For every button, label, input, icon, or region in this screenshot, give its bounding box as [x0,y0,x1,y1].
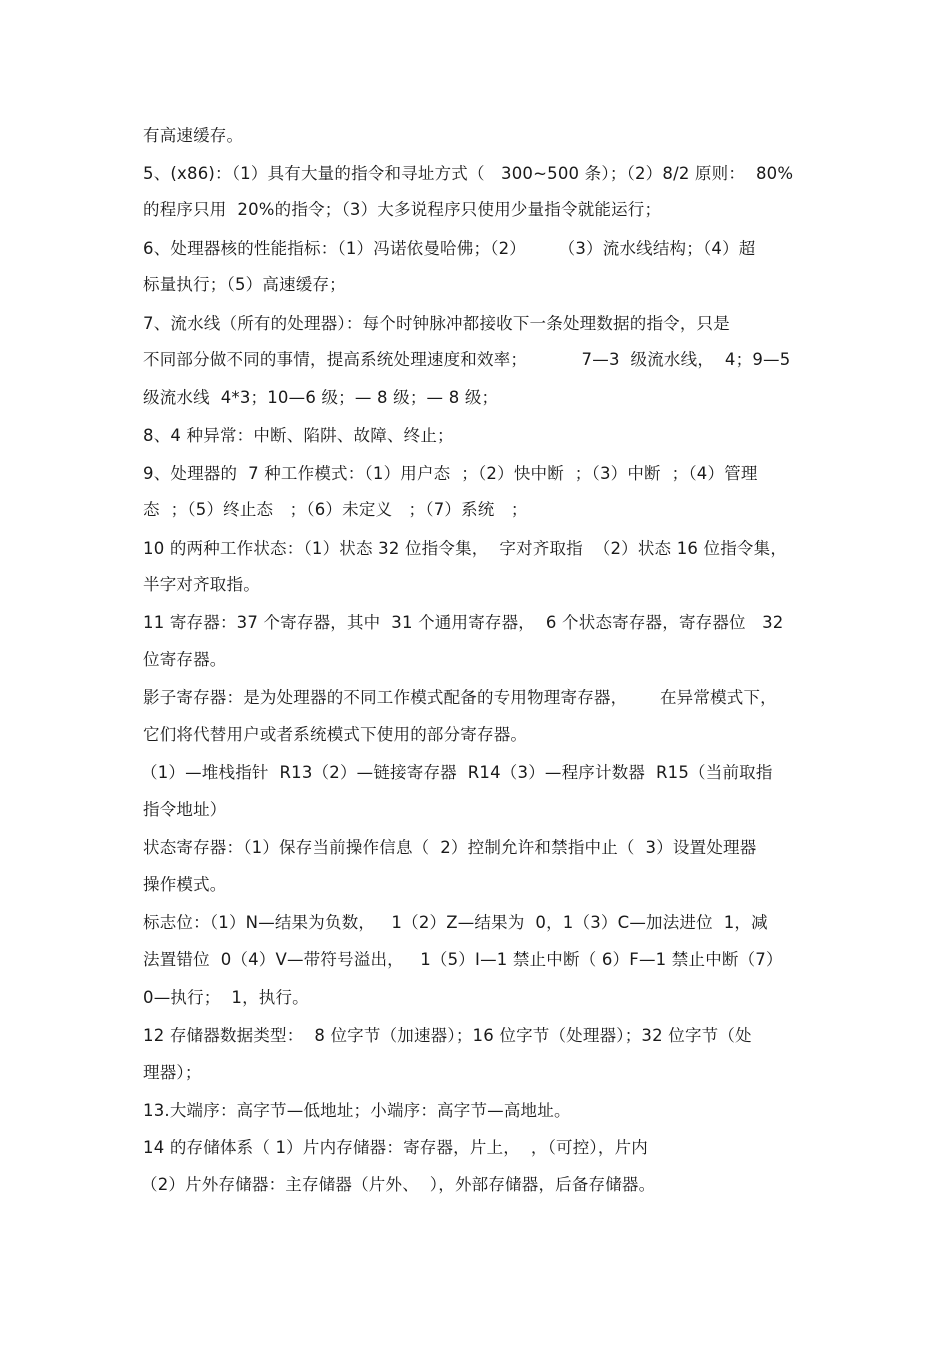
text-line: 13.大端序：高字节—低地址；小端序：高字节—高地址。 [143,1101,571,1120]
text-line: （2）片外存储器：主存储器（片外、 ），外部存储器，后备存储器。 [141,1175,656,1194]
text-line: 态 ；（5）终止态 ；（6）未定义 ；（7）系统 ； [143,500,528,519]
text-line: 理器）； [143,1063,202,1082]
text-line: 11 寄存器：37 个寄存器，其中 31 个通用寄存器， 6 个状态寄存器，寄存器位 32 [143,613,784,632]
text-line: 级流水线 4*3；10—6 级；— 8 级；— 8 级； [143,388,499,407]
text-line: 9、处理器的 7 种工作模式：（1）用户态 ；（2）快中断 ；（3）中断 ；（4）管理 [143,464,758,483]
text-line: 指令地址） [143,800,227,819]
text-line: 0—执行； 1，执行。 [143,988,309,1007]
text-line: 14 的存储体系（ 1）片内存储器：寄存器，片上， ，（可控），片内 [143,1138,648,1157]
text-line: 标志位：（1）N—结果为负数， 1（2）Z—结果为 0，1（3）C—加法进位 1，减 [143,913,768,932]
text-line: 5、(x86)：（1）具有大量的指令和寻址方式（ 300~500 条）；（2）8/2 原则： 80% [143,164,794,183]
text-line: 半字对齐取指。 [143,575,260,594]
text-line: 7、流水线（所有的处理器）：每个时钟脉冲都接收下一条处理数据的指令，只是 [143,314,730,333]
text-line: 操作模式。 [143,875,227,894]
text-line: 12 存储器数据类型： 8 位字节（加速器）；16 位字节（处理器）；32 位字节（处 [143,1026,752,1045]
text-line: 不同部分做不同的事情，提高系统处理速度和效率； 7—3 级流水线， 4；9—5 [143,350,791,369]
text-line: 影子寄存器：是为处理器的不同工作模式配备的专用物理寄存器， 在异常模式下， [143,688,777,707]
text-line: 6、处理器核的性能指标：（1）冯诺依曼哈佛；（2） （3）流水线结构；（4）超 [143,239,756,258]
text-line: 的程序只用 20%的指令；（3）大多说程序只使用少量指令就能运行； [143,200,662,219]
text-line: 10 的两种工作状态：（1）状态 32 位指令集， 字对齐取指 （2）状态 16 位指令集， [143,539,788,558]
text-line: 8、4 种异常：中断、陷阱、故障、终止； [143,426,454,445]
text-line: （1）—堆栈指针 R13（2）—链接寄存器 R14（3）—程序计数器 R15（当前取指 [141,763,773,782]
text-line: 有高速缓存。 [143,126,244,145]
text-line: 标量执行；（5）高速缓存； [143,275,346,294]
text-line: 法置错位 0（4）V—带符号溢出， 1（5）I—1 禁止中断（ 6）F—1 禁止中断（7） [143,950,783,969]
text-line: 状态寄存器：（1）保存当前操作信息（ 2）控制允许和禁指中止（ 3）设置处理器 [143,838,757,857]
text-line: 位寄存器。 [143,650,227,669]
text-line: 它们将代替用户或者系统模式下使用的部分寄存器。 [143,725,528,744]
